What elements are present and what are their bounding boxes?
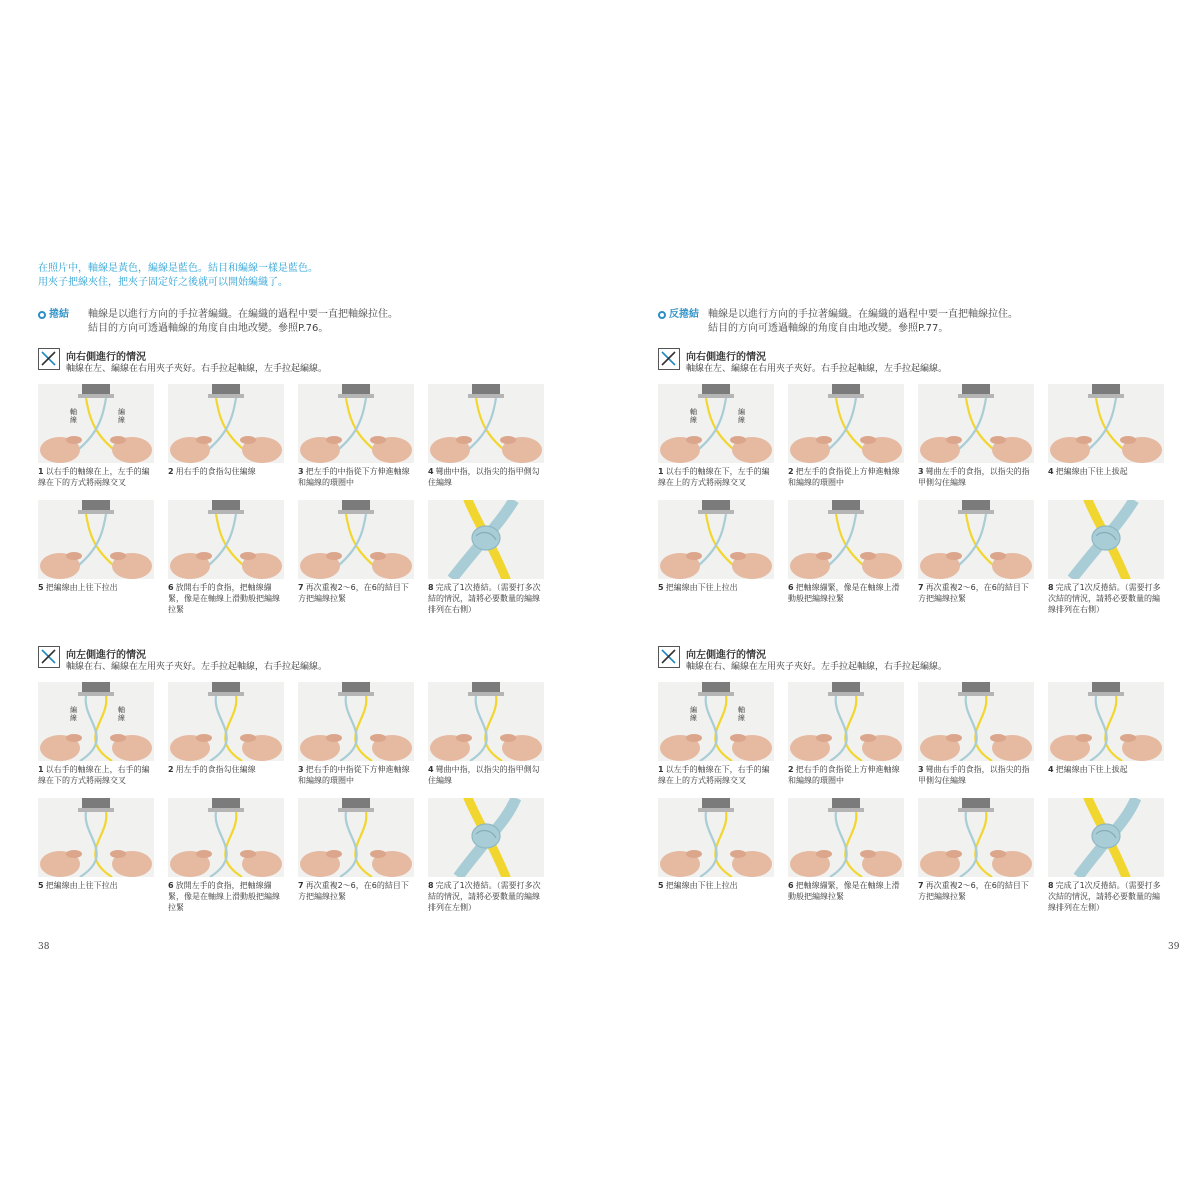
step-text: 完成了1次反捲結。（需要打多次結的情況，請將必要數量的編線排列在左側） bbox=[1048, 881, 1161, 912]
step-photo-illustration bbox=[1048, 384, 1164, 463]
step-3 bbox=[918, 384, 1034, 488]
step-photo bbox=[168, 384, 284, 463]
step-2 bbox=[168, 682, 284, 775]
step-number: 4 bbox=[428, 765, 434, 774]
step-number: 8 bbox=[1048, 583, 1054, 592]
step-caption bbox=[788, 880, 904, 902]
step-photo-illustration bbox=[38, 682, 154, 761]
cord-label: 軸線 bbox=[690, 408, 697, 424]
step-photo-illustration bbox=[1048, 798, 1164, 877]
step-photo-illustration bbox=[1048, 682, 1164, 761]
step-photo bbox=[38, 500, 154, 579]
step-number: 7 bbox=[298, 881, 304, 890]
step-photo bbox=[168, 682, 284, 761]
page-number: 39 bbox=[1168, 942, 1180, 952]
step-photo-illustration bbox=[298, 500, 414, 579]
step-text: 用右手的食指勾住編線 bbox=[175, 467, 256, 476]
step-photo-illustration bbox=[38, 384, 154, 463]
step-photo-illustration bbox=[788, 384, 904, 463]
section-title: 向左側進行的情況 bbox=[66, 650, 146, 661]
step-photo bbox=[918, 500, 1034, 579]
step-number: 6 bbox=[168, 881, 174, 890]
step-text: 把編線由上往下拉出 bbox=[45, 583, 118, 592]
step-3 bbox=[918, 682, 1034, 786]
step-text: 把編線由下往上拔起 bbox=[1055, 467, 1128, 476]
step-number: 6 bbox=[168, 583, 174, 592]
step-number: 6 bbox=[788, 583, 794, 592]
step-photo-illustration bbox=[298, 682, 414, 761]
cord-label: 軸線 bbox=[738, 706, 745, 722]
step-text: 完成了1次捲結。（需要打多次結的情況，請將必要數量的編線排列在左側） bbox=[428, 881, 541, 912]
step-7 bbox=[918, 798, 1034, 902]
section-instruction: 軸線在右、編線在左用夾子夾好。左手拉起軸線，右手拉起編線。 bbox=[686, 662, 948, 672]
step-2 bbox=[788, 384, 904, 488]
step-number: 3 bbox=[298, 765, 304, 774]
step-text: 把左手的食指從上方伸進軸線和編線的環圈中 bbox=[788, 467, 900, 487]
step-number: 8 bbox=[1048, 881, 1054, 890]
step-text: 把編線由上往下拉出 bbox=[45, 881, 118, 890]
technique-desc-2: 結目的方向可透過軸線的角度自由地改變。參照P.77。 bbox=[708, 323, 949, 334]
step-text: 把軸線繃緊，像是在軸線上滑動般把編線拉緊 bbox=[788, 583, 900, 603]
intro-line-2: 用夾子把線夾住，把夾子固定好之後就可以開始編織了。 bbox=[38, 277, 288, 288]
step-caption bbox=[168, 466, 284, 477]
step-text: 再次重複2～6，在6的結目下方把編線拉緊 bbox=[298, 881, 409, 901]
step-3 bbox=[298, 384, 414, 488]
step-caption bbox=[298, 466, 414, 488]
step-1 bbox=[38, 384, 154, 488]
step-5 bbox=[38, 798, 154, 891]
step-8 bbox=[1048, 798, 1164, 913]
step-4 bbox=[428, 682, 544, 786]
cord-label: 編線 bbox=[118, 408, 125, 424]
step-text: 以右手的軸線在下，左手的編線在上的方式將兩線交叉 bbox=[658, 467, 770, 487]
technique-desc-1: 軸線是以進行方向的手拉著編織。在編織的過程中要一直把軸線拉住。 bbox=[88, 309, 398, 320]
step-caption bbox=[428, 880, 544, 913]
step-number: 1 bbox=[38, 765, 44, 774]
step-5 bbox=[658, 798, 774, 891]
step-2 bbox=[168, 384, 284, 477]
step-photo bbox=[298, 384, 414, 463]
step-number: 7 bbox=[918, 881, 924, 890]
cord-label: 軸線 bbox=[118, 706, 125, 722]
step-number: 6 bbox=[788, 881, 794, 890]
step-photo-illustration bbox=[298, 384, 414, 463]
step-number: 4 bbox=[428, 467, 434, 476]
step-photo bbox=[298, 500, 414, 579]
section-title: 向左側進行的情況 bbox=[686, 650, 766, 661]
step-text: 把編線由下往上拉出 bbox=[665, 583, 738, 592]
step-photo-illustration bbox=[428, 798, 544, 877]
step-caption bbox=[298, 764, 414, 786]
intro-line-1: 在照片中，軸線是黃色，編線是藍色。結目和編線一樣是藍色。 bbox=[38, 263, 318, 274]
step-photo-illustration bbox=[658, 798, 774, 877]
step-caption bbox=[658, 582, 774, 593]
step-7 bbox=[918, 500, 1034, 604]
step-caption bbox=[428, 764, 544, 786]
step-photo bbox=[428, 384, 544, 463]
step-photo bbox=[658, 384, 774, 463]
step-photo-illustration bbox=[168, 682, 284, 761]
step-photo bbox=[168, 500, 284, 579]
step-number: 2 bbox=[788, 765, 794, 774]
step-8 bbox=[428, 500, 544, 615]
step-photo bbox=[38, 384, 154, 463]
step-photo-illustration bbox=[1048, 500, 1164, 579]
step-photo bbox=[1048, 798, 1164, 877]
step-4 bbox=[1048, 384, 1164, 477]
step-caption bbox=[918, 880, 1034, 902]
step-6 bbox=[168, 500, 284, 615]
step-photo-illustration bbox=[38, 798, 154, 877]
cord-label: 軸線 bbox=[70, 408, 77, 424]
step-photo-illustration bbox=[38, 500, 154, 579]
bullet-icon bbox=[658, 311, 666, 319]
right-page bbox=[600, 0, 1200, 1200]
cross-knot-icon bbox=[38, 348, 60, 370]
step-text: 完成了1次捲結。（需要打多次結的情況，請將必要數量的編線排列在右側） bbox=[428, 583, 541, 614]
technique-title: 反捲結 bbox=[658, 308, 699, 322]
step-number: 2 bbox=[168, 467, 174, 476]
step-text: 以左手的軸線在下，右手的編線在上的方式將兩線交叉 bbox=[658, 765, 770, 785]
technique-desc-2: 結目的方向可透過軸線的角度自由地改變。參照P.76。 bbox=[88, 323, 329, 334]
section-title: 向右側進行的情況 bbox=[686, 352, 766, 363]
step-caption bbox=[788, 466, 904, 488]
step-caption bbox=[658, 880, 774, 891]
step-photo bbox=[168, 798, 284, 877]
step-photo-illustration bbox=[658, 682, 774, 761]
step-number: 5 bbox=[658, 583, 664, 592]
step-text: 以右手的軸線在上，右手的編線在下的方式將兩線交叉 bbox=[38, 765, 150, 785]
step-6 bbox=[788, 798, 904, 902]
step-6 bbox=[788, 500, 904, 604]
step-photo bbox=[788, 798, 904, 877]
step-photo bbox=[298, 798, 414, 877]
step-8 bbox=[428, 798, 544, 913]
step-photo-illustration bbox=[428, 384, 544, 463]
step-photo bbox=[788, 384, 904, 463]
step-caption bbox=[168, 764, 284, 775]
step-photo bbox=[428, 682, 544, 761]
step-caption bbox=[38, 880, 154, 891]
step-photo-illustration bbox=[658, 500, 774, 579]
step-7 bbox=[298, 500, 414, 604]
technique-title: 捲結 bbox=[38, 308, 69, 322]
step-number: 3 bbox=[918, 765, 924, 774]
step-number: 7 bbox=[918, 583, 924, 592]
step-number: 7 bbox=[298, 583, 304, 592]
step-5 bbox=[658, 500, 774, 593]
step-photo-illustration bbox=[788, 500, 904, 579]
step-photo bbox=[918, 682, 1034, 761]
step-caption bbox=[428, 582, 544, 615]
step-photo-illustration bbox=[428, 500, 544, 579]
step-text: 把左手的中指從下方伸進軸線和編線的環圈中 bbox=[298, 467, 410, 487]
step-5 bbox=[38, 500, 154, 593]
page-number: 38 bbox=[38, 942, 50, 952]
step-text: 再次重複2～6，在6的結目下方把編線拉緊 bbox=[918, 583, 1029, 603]
step-text: 彎曲左手的食指，以指尖的指甲側勾住編線 bbox=[918, 467, 1030, 487]
step-photo bbox=[428, 500, 544, 579]
step-photo bbox=[1048, 384, 1164, 463]
step-text: 把右手的食指從上方伸進軸線和編線的環圈中 bbox=[788, 765, 900, 785]
cord-label: 編線 bbox=[690, 706, 697, 722]
step-caption bbox=[38, 764, 154, 786]
step-7 bbox=[298, 798, 414, 902]
step-caption bbox=[298, 582, 414, 604]
cord-label: 編線 bbox=[738, 408, 745, 424]
step-2 bbox=[788, 682, 904, 786]
step-number: 5 bbox=[38, 881, 44, 890]
step-photo-illustration bbox=[788, 798, 904, 877]
step-8 bbox=[1048, 500, 1164, 615]
step-caption bbox=[918, 764, 1034, 786]
step-number: 4 bbox=[1048, 467, 1054, 476]
step-4 bbox=[1048, 682, 1164, 775]
step-photo bbox=[1048, 682, 1164, 761]
step-caption bbox=[788, 764, 904, 786]
step-photo bbox=[658, 682, 774, 761]
step-caption bbox=[428, 466, 544, 488]
step-photo-illustration bbox=[918, 682, 1034, 761]
step-caption bbox=[1048, 880, 1164, 913]
step-number: 2 bbox=[168, 765, 174, 774]
step-1 bbox=[658, 384, 774, 488]
technique-desc-1: 軸線是以進行方向的手拉著編織。在編織的過程中要一直把軸線拉住。 bbox=[708, 309, 1018, 320]
section-instruction: 軸線在左、編線在右用夾子夾好。右手拉起軸線，左手拉起編線。 bbox=[66, 364, 328, 374]
step-number: 2 bbox=[788, 467, 794, 476]
step-caption bbox=[788, 582, 904, 604]
step-caption bbox=[1048, 466, 1164, 477]
step-caption bbox=[168, 582, 284, 615]
step-photo-illustration bbox=[298, 798, 414, 877]
step-photo bbox=[38, 682, 154, 761]
step-photo bbox=[428, 798, 544, 877]
cross-knot-icon bbox=[658, 348, 680, 370]
step-1 bbox=[658, 682, 774, 786]
step-photo-illustration bbox=[658, 384, 774, 463]
step-photo bbox=[788, 500, 904, 579]
step-text: 再次重複2～6，在6的結目下方把編線拉緊 bbox=[918, 881, 1029, 901]
step-number: 8 bbox=[428, 583, 434, 592]
step-text: 用左手的食指勾住編線 bbox=[175, 765, 256, 774]
step-caption bbox=[918, 466, 1034, 488]
step-photo-illustration bbox=[428, 682, 544, 761]
step-number: 8 bbox=[428, 881, 434, 890]
step-caption bbox=[1048, 764, 1164, 775]
step-caption bbox=[1048, 582, 1164, 615]
step-caption bbox=[918, 582, 1034, 604]
step-number: 5 bbox=[658, 881, 664, 890]
step-photo-illustration bbox=[168, 500, 284, 579]
step-caption bbox=[658, 466, 774, 488]
step-1 bbox=[38, 682, 154, 786]
section-instruction: 軸線在左、編線在右用夾子夾好。右手拉起軸線，左手拉起編線。 bbox=[686, 364, 948, 374]
step-3 bbox=[298, 682, 414, 786]
step-text: 彎曲右手的食指，以指尖的指甲側勾住編線 bbox=[918, 765, 1030, 785]
step-number: 5 bbox=[38, 583, 44, 592]
step-photo-illustration bbox=[918, 384, 1034, 463]
step-caption bbox=[168, 880, 284, 913]
step-text: 把編線由下往上拔起 bbox=[1055, 765, 1128, 774]
intro-text bbox=[38, 262, 318, 290]
step-photo-illustration bbox=[788, 682, 904, 761]
cross-knot-icon bbox=[658, 646, 680, 668]
step-caption bbox=[298, 880, 414, 902]
step-photo bbox=[298, 682, 414, 761]
step-text: 再次重複2～6，在6的結目下方把編線拉緊 bbox=[298, 583, 409, 603]
step-text: 放開右手的食指，把軸線繃緊，像是在軸線上滑動般把編線拉緊 bbox=[168, 583, 280, 614]
step-text: 把右手的中指從下方伸進軸線和編線的環圈中 bbox=[298, 765, 410, 785]
step-text: 以右手的軸線在上，左手的編線在下的方式將兩線交叉 bbox=[38, 467, 150, 487]
step-photo bbox=[918, 384, 1034, 463]
step-number: 3 bbox=[298, 467, 304, 476]
step-photo-illustration bbox=[918, 798, 1034, 877]
cord-label: 編線 bbox=[70, 706, 77, 722]
cross-knot-icon bbox=[38, 646, 60, 668]
step-text: 把軸線繃緊，像是在軸線上滑動般把編線拉緊 bbox=[788, 881, 900, 901]
bullet-icon bbox=[38, 311, 46, 319]
step-number: 1 bbox=[658, 765, 664, 774]
step-photo bbox=[38, 798, 154, 877]
step-photo-illustration bbox=[168, 798, 284, 877]
step-photo bbox=[1048, 500, 1164, 579]
step-text: 完成了1次反捲結。（需要打多次結的情況，請將必要數量的編線排列在右側） bbox=[1048, 583, 1161, 614]
step-photo bbox=[658, 798, 774, 877]
section-instruction: 軸線在右、編線在左用夾子夾好。左手拉起軸線，右手拉起編線。 bbox=[66, 662, 328, 672]
step-4 bbox=[428, 384, 544, 488]
step-number: 1 bbox=[38, 467, 44, 476]
step-6 bbox=[168, 798, 284, 913]
step-caption bbox=[38, 582, 154, 593]
step-photo-illustration bbox=[168, 384, 284, 463]
step-text: 放開左手的食指，把軸線繃緊，像是在軸線上滑動般把編線拉緊 bbox=[168, 881, 280, 912]
step-photo bbox=[788, 682, 904, 761]
step-caption bbox=[658, 764, 774, 786]
step-number: 4 bbox=[1048, 765, 1054, 774]
step-caption bbox=[38, 466, 154, 488]
step-photo bbox=[658, 500, 774, 579]
step-photo bbox=[918, 798, 1034, 877]
section-title: 向右側進行的情況 bbox=[66, 352, 146, 363]
step-text: 把編線由下往上拉出 bbox=[665, 881, 738, 890]
step-number: 3 bbox=[918, 467, 924, 476]
step-number: 1 bbox=[658, 467, 664, 476]
step-text: 彎曲中指，以指尖的指甲側勾住編線 bbox=[428, 467, 540, 487]
step-text: 彎曲中指，以指尖的指甲側勾住編線 bbox=[428, 765, 540, 785]
step-photo-illustration bbox=[918, 500, 1034, 579]
